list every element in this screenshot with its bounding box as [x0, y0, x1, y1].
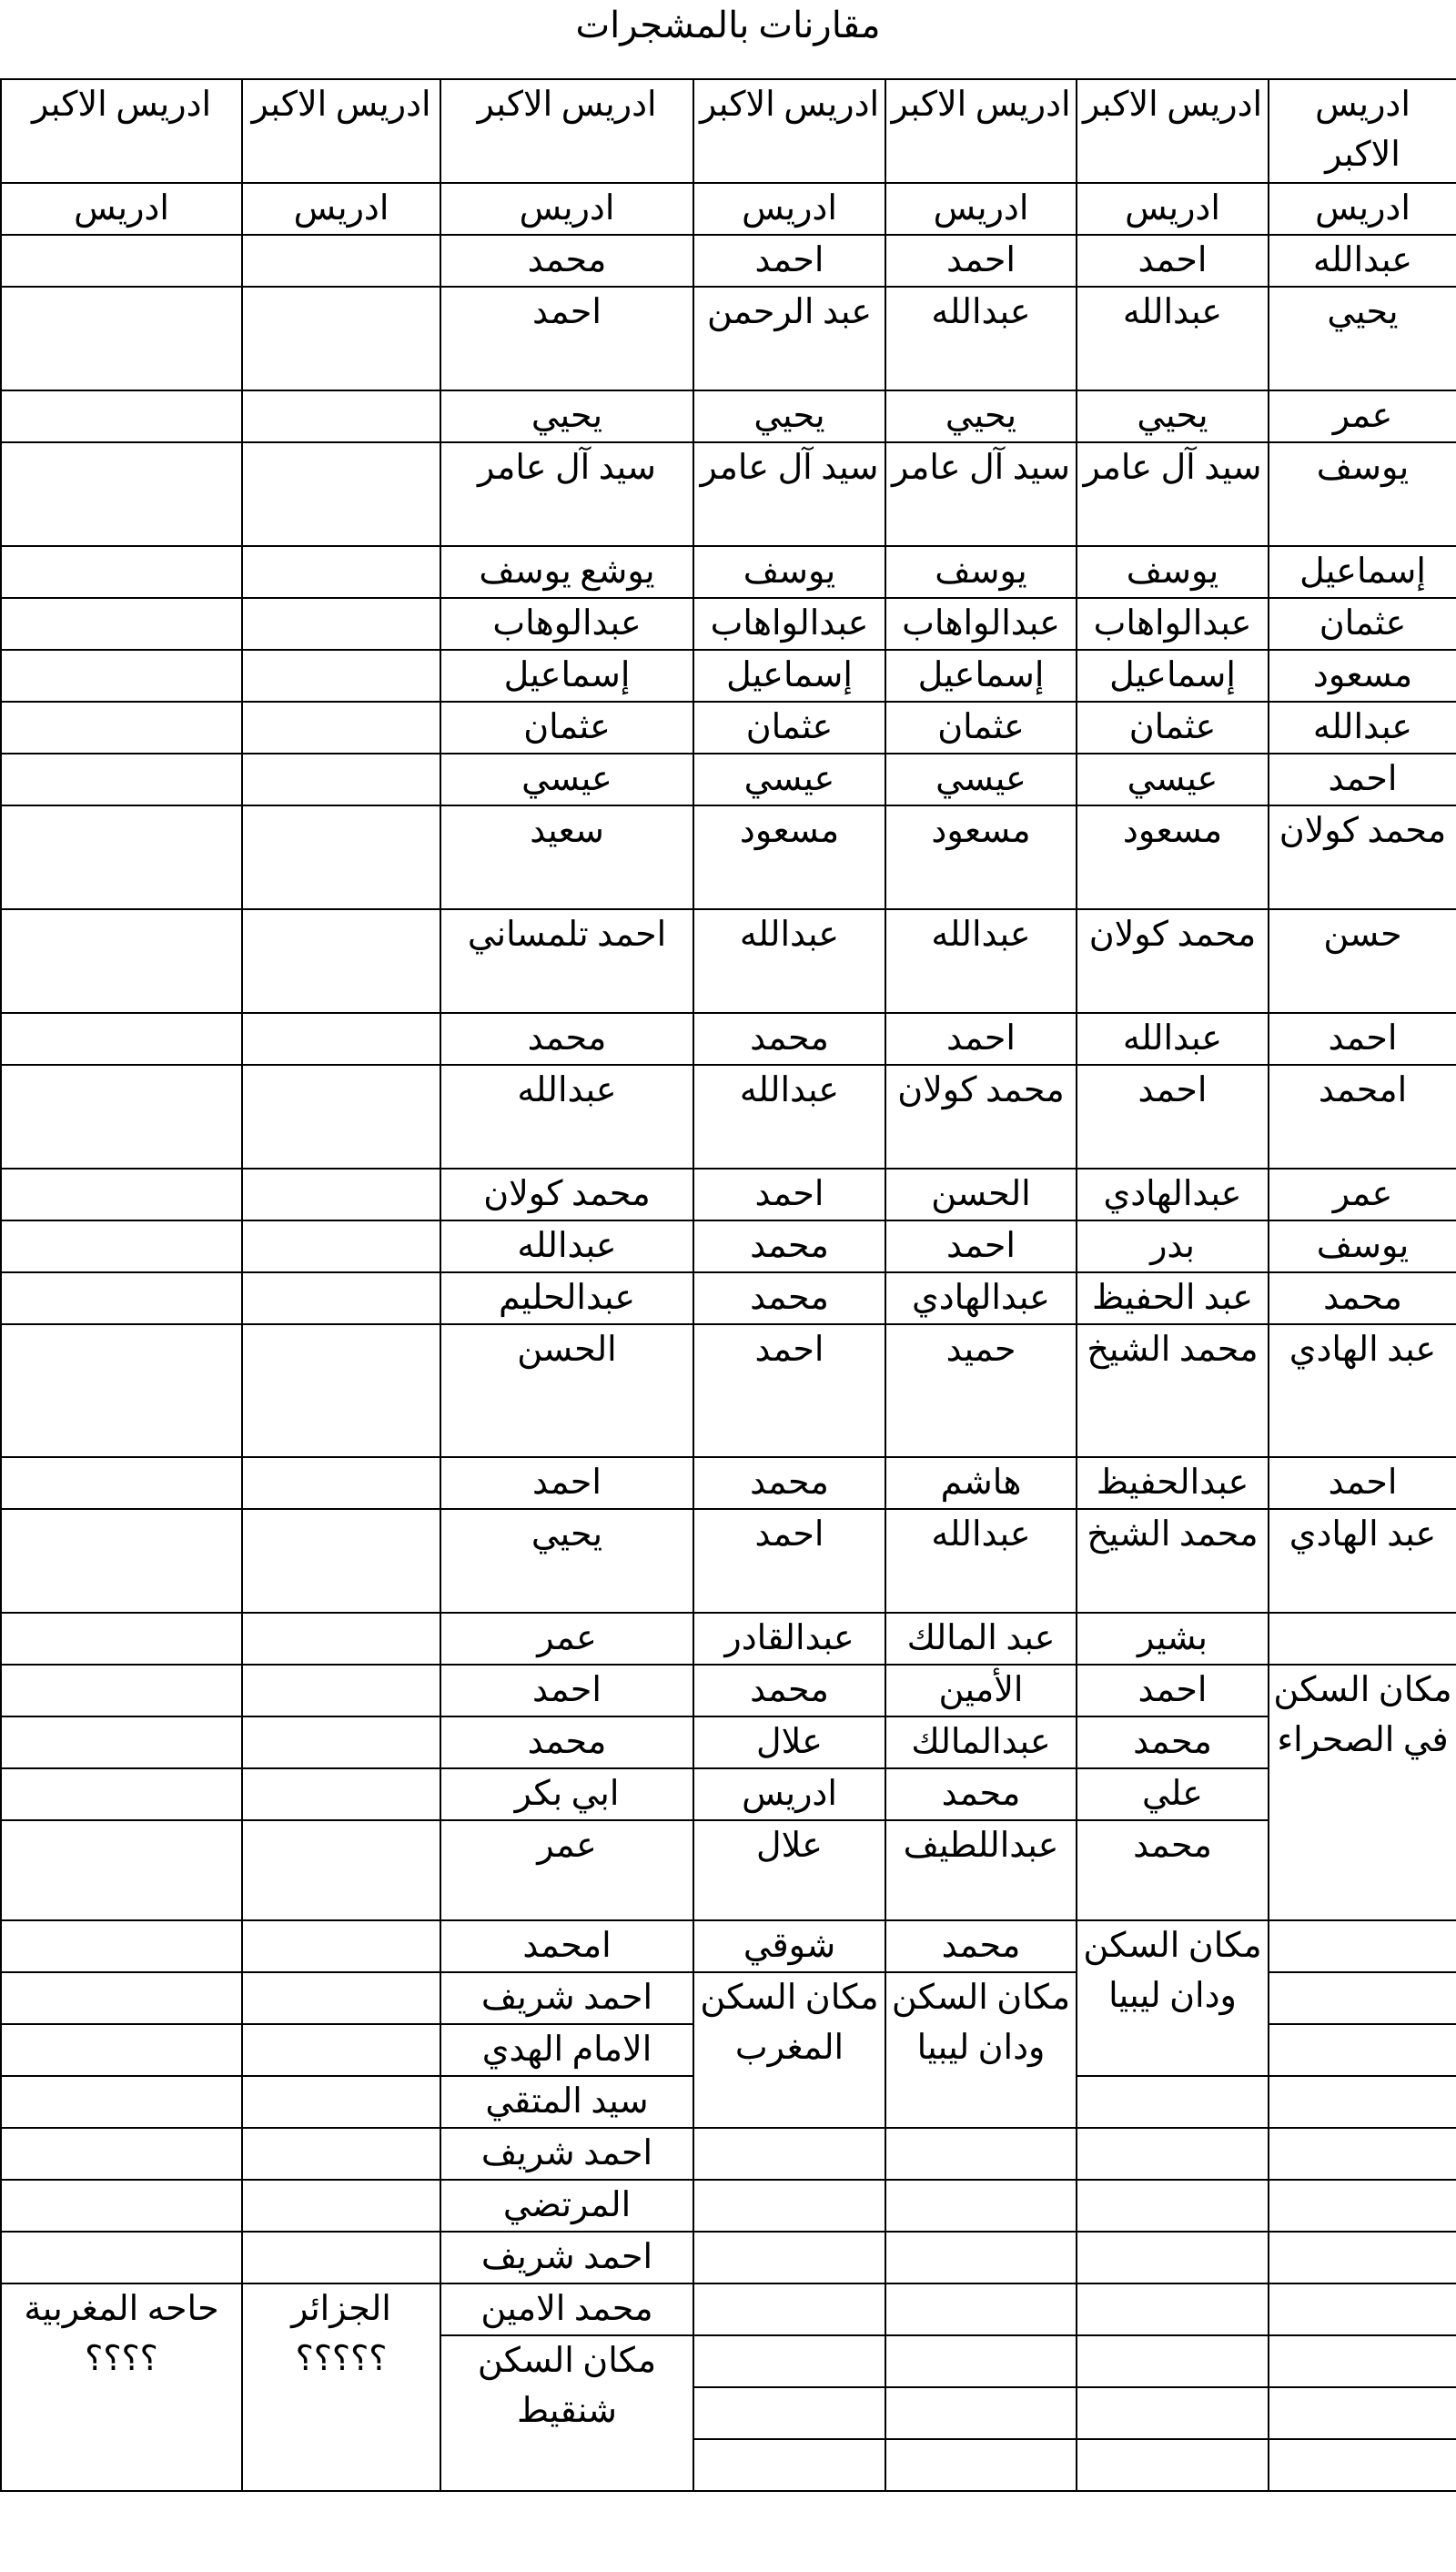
table-cell — [1, 1509, 242, 1613]
table-cell: ادريس — [1269, 183, 1456, 235]
table-cell: احمد شريف — [440, 2232, 693, 2283]
table-cell: ادريس الاكبر — [693, 79, 885, 183]
page-title: مقارنات بالمشجرات — [575, 5, 881, 46]
table-cell: محمد — [693, 1665, 885, 1716]
table-cell: عبدالقادر — [693, 1613, 885, 1665]
table-cell: محمد — [693, 1272, 885, 1324]
table-cell: عبدالله — [885, 909, 1077, 1013]
table-cell: محمد — [440, 235, 693, 287]
table-row — [1, 1065, 1456, 1169]
table-cell: عبدالمالك — [885, 1716, 1077, 1768]
table-cell — [1, 2024, 242, 2076]
table-cell — [1077, 2335, 1269, 2387]
table-cell: مكان السكن شنقيط — [440, 2335, 693, 2491]
table-cell: احمد شريف — [440, 2128, 693, 2180]
table-cell — [1, 1013, 242, 1065]
table-cell: حاحه المغربية ؟؟؟؟ — [1, 2283, 242, 2491]
table-cell: عيسي — [1077, 754, 1269, 805]
comparison-table — [0, 78, 1456, 2492]
table-cell — [1, 1768, 242, 1820]
table-cell: حميد — [885, 1324, 1077, 1457]
table-row — [1, 1272, 1456, 1324]
table-cell — [1269, 1920, 1456, 1972]
table-row — [1, 754, 1456, 805]
table-cell: يوشع يوسف — [440, 546, 693, 598]
table-row — [1, 1820, 1456, 1920]
table-cell: مكان السكن المغرب — [693, 1972, 885, 2128]
table-cell — [1, 1220, 242, 1272]
table-cell: ادريس الاكبر — [242, 79, 440, 183]
table-cell: محمد — [440, 1013, 693, 1065]
table-cell: عبد المالك — [885, 1613, 1077, 1665]
table-cell — [242, 2076, 440, 2128]
table-cell: محمد الشيخ — [1077, 1324, 1269, 1457]
table-cell — [1, 1665, 242, 1716]
table-cell — [1077, 2076, 1269, 2128]
table-cell — [885, 2283, 1077, 2335]
table-cell — [1, 2076, 242, 2128]
table-cell — [242, 1972, 440, 2024]
table-cell — [885, 2387, 1077, 2439]
table-cell — [1, 1457, 242, 1509]
table-cell — [242, 287, 440, 390]
table-cell — [1269, 2024, 1456, 2076]
table-cell — [1269, 2180, 1456, 2232]
table-cell: يحيي — [440, 1509, 693, 1613]
table-cell — [242, 1509, 440, 1613]
table-row — [1, 1665, 1456, 1716]
table-cell — [242, 2128, 440, 2180]
table-cell — [1, 1716, 242, 1768]
table-cell: إسماعيل — [885, 650, 1077, 702]
table-cell: احمد — [440, 1457, 693, 1509]
table-row — [1, 650, 1456, 702]
table-cell — [1, 1972, 242, 2024]
table-cell — [885, 2180, 1077, 2232]
table-cell — [242, 1920, 440, 1972]
table-row — [1, 805, 1456, 909]
table-cell: مكان السكن ودان ليبيا — [885, 1972, 1077, 2128]
table-cell: احمد — [1269, 1013, 1456, 1065]
table-cell: إسماعيل — [1269, 546, 1456, 598]
table-row — [1, 2232, 1456, 2283]
table-cell — [242, 1324, 440, 1457]
table-cell: عبدالوهاب — [440, 598, 693, 650]
table-cell: محمد — [1269, 1272, 1456, 1324]
table-cell: الجزائر ؟؟؟؟؟ — [242, 2283, 440, 2491]
table-cell: عبدالله — [1269, 702, 1456, 754]
table-cell — [1, 1920, 242, 1972]
table-row — [1, 1324, 1456, 1457]
table-row — [1, 1169, 1456, 1220]
table-cell: احمد — [1269, 754, 1456, 805]
table-cell: احمد — [693, 1324, 885, 1457]
table-cell: عمر — [440, 1820, 693, 1920]
table-row — [1, 546, 1456, 598]
table-cell: بدر — [1077, 1220, 1269, 1272]
table-cell: حسن — [1269, 909, 1456, 1013]
table-cell: عبد الهادي — [1269, 1509, 1456, 1613]
table-cell: مسعود — [885, 805, 1077, 909]
table-cell: محمد الامين — [440, 2283, 693, 2335]
table-cell: عيسي — [693, 754, 885, 805]
table-cell: يحيي — [1269, 287, 1456, 390]
table-cell — [885, 2128, 1077, 2180]
table-cell: يحيي — [885, 390, 1077, 442]
table-cell: عيسي — [440, 754, 693, 805]
table-cell — [242, 1820, 440, 1920]
table-row — [1, 1613, 1456, 1665]
table-cell — [693, 2232, 885, 2283]
table-cell — [242, 2024, 440, 2076]
table-cell: عبدالله — [1269, 235, 1456, 287]
table-cell: ادريس الاكبر — [885, 79, 1077, 183]
table-cell: محمد كولان — [1269, 805, 1456, 909]
table-cell: عبدالواهاب — [885, 598, 1077, 650]
table-cell — [693, 2283, 885, 2335]
table-cell: ادريس — [242, 183, 440, 235]
table-cell: يوسف — [885, 546, 1077, 598]
table-cell — [1, 1272, 242, 1324]
table-cell: عبدالحفيظ — [1077, 1457, 1269, 1509]
table-cell: محمد — [693, 1457, 885, 1509]
table-cell: مسعود — [1269, 650, 1456, 702]
table-cell: يوسف — [1269, 442, 1456, 546]
table-cell: ادريس الاكبر — [1, 79, 242, 183]
table-cell — [242, 754, 440, 805]
table-cell — [693, 2128, 885, 2180]
table-cell — [242, 702, 440, 754]
table-cell — [885, 2232, 1077, 2283]
table-cell: احمد — [693, 235, 885, 287]
table-cell — [693, 2180, 885, 2232]
table-row — [1, 287, 1456, 390]
table-cell — [1, 2180, 242, 2232]
table-cell: عمر — [440, 1613, 693, 1665]
table-cell — [242, 390, 440, 442]
table-cell — [1269, 2335, 1456, 2387]
table-row — [1, 235, 1456, 287]
table-cell: عبدالله — [693, 1065, 885, 1169]
table-cell — [1, 1820, 242, 1920]
table-cell: محمد — [1077, 1820, 1269, 1920]
table-row — [1, 702, 1456, 754]
table-cell: محمد — [1077, 1716, 1269, 1768]
table-row — [1, 2128, 1456, 2180]
table-cell — [1, 2128, 242, 2180]
table-cell: سيد آل عامر — [1077, 442, 1269, 546]
table-cell: يوسف — [1269, 1220, 1456, 1272]
table-cell: علال — [693, 1820, 885, 1920]
table-cell — [1077, 2439, 1269, 2491]
table-cell — [242, 1272, 440, 1324]
table-cell: الحسن — [885, 1169, 1077, 1220]
table-cell: احمد — [885, 235, 1077, 287]
table-row — [1, 1716, 1456, 1768]
table-cell: احمد تلمساني — [440, 909, 693, 1013]
table-cell: عمر — [1269, 390, 1456, 442]
table-cell — [1, 650, 242, 702]
table-cell: عبدالله — [693, 909, 885, 1013]
table-cell — [242, 546, 440, 598]
table-cell — [242, 2232, 440, 2283]
table-cell: ادريس الاكبر — [1077, 79, 1269, 183]
table-cell: ادريس — [693, 1768, 885, 1820]
table-cell: الأمين — [885, 1665, 1077, 1716]
table-cell: يوسف — [693, 546, 885, 598]
table-cell — [1077, 2128, 1269, 2180]
table-cell — [1, 1169, 242, 1220]
table-cell: احمد — [693, 1169, 885, 1220]
table-cell: ادريس — [885, 183, 1077, 235]
table-cell — [1269, 2232, 1456, 2283]
table-cell: محمد — [693, 1220, 885, 1272]
table-cell: عثمان — [885, 702, 1077, 754]
table-row — [1, 1920, 1456, 1972]
table-cell — [242, 805, 440, 909]
table-cell — [1269, 2387, 1456, 2439]
table-cell: مكان السكن ودان ليبيا — [1077, 1920, 1269, 2076]
table-cell: إسماعيل — [693, 650, 885, 702]
table-cell: احمد — [1269, 1457, 1456, 1509]
table-cell: محمد — [885, 1920, 1077, 1972]
table-cell: سيد آل عامر — [693, 442, 885, 546]
table-cell: امحمد — [1269, 1065, 1456, 1169]
table-cell: عبدالله — [1077, 1013, 1269, 1065]
table-cell — [242, 1065, 440, 1169]
table-cell: احمد — [440, 287, 693, 390]
table-cell: يوسف — [1077, 546, 1269, 598]
table-cell: مسعود — [693, 805, 885, 909]
table-cell — [1, 442, 242, 546]
table-cell — [1, 805, 242, 909]
table-cell: عبدالله — [440, 1220, 693, 1272]
table-cell: عبدالحليم — [440, 1272, 693, 1324]
table-cell: بشير — [1077, 1613, 1269, 1665]
table-cell — [693, 2439, 885, 2491]
table-cell — [242, 1457, 440, 1509]
table-row — [1, 183, 1456, 235]
table-cell — [242, 1013, 440, 1065]
table-cell: عبد الرحمن — [693, 287, 885, 390]
table-cell — [1, 1065, 242, 1169]
table-row — [1, 1768, 1456, 1820]
table-cell: محمد كولان — [440, 1169, 693, 1220]
table-row — [1, 909, 1456, 1013]
table-cell: ادريس الاكبر — [440, 79, 693, 183]
table-row — [1, 1220, 1456, 1272]
table-cell — [1, 702, 242, 754]
table-cell: عبدالله — [885, 287, 1077, 390]
table-cell: مسعود — [1077, 805, 1269, 909]
table-cell — [1077, 2232, 1269, 2283]
table-cell: سيد آل عامر — [885, 442, 1077, 546]
table-cell: علي — [1077, 1768, 1269, 1820]
table-row — [1, 79, 1456, 183]
table-cell: يحيي — [440, 390, 693, 442]
table-row — [1, 1013, 1456, 1065]
table-cell — [1, 287, 242, 390]
table-cell: مكان السكن في الصحراء — [1269, 1665, 1456, 1920]
table-cell: عبدالهادي — [1077, 1169, 1269, 1220]
table-row — [1, 442, 1456, 546]
table-cell: شوقي — [693, 1920, 885, 1972]
table-cell: هاشم — [885, 1457, 1077, 1509]
table-row — [1, 2180, 1456, 2232]
table-cell: علال — [693, 1716, 885, 1768]
table-cell — [242, 1665, 440, 1716]
table-cell: عبدالله — [440, 1065, 693, 1169]
table-cell — [242, 909, 440, 1013]
table-cell: إسماعيل — [440, 650, 693, 702]
table-cell: محمد — [440, 1716, 693, 1768]
table-cell: يحيي — [1077, 390, 1269, 442]
table-cell — [693, 2387, 885, 2439]
table-cell — [242, 1768, 440, 1820]
table-cell: عبدالواهاب — [693, 598, 885, 650]
table-cell — [1269, 1613, 1456, 1665]
table-cell: ادريس — [693, 183, 885, 235]
table-cell — [242, 442, 440, 546]
table-cell: سيد آل عامر — [440, 442, 693, 546]
table-cell: يحيي — [693, 390, 885, 442]
table-cell: عبد الهادي — [1269, 1324, 1456, 1457]
table-cell — [1269, 1972, 1456, 2024]
table-cell: إسماعيل — [1077, 650, 1269, 702]
table-cell: ابي بكر — [440, 1768, 693, 1820]
table-cell — [1, 1613, 242, 1665]
table-cell: المرتضي — [440, 2180, 693, 2232]
table-cell: احمد — [885, 1013, 1077, 1065]
table-cell — [1269, 2283, 1456, 2335]
table-cell: محمد — [693, 1013, 885, 1065]
table-cell — [1, 546, 242, 598]
table-cell — [1, 235, 242, 287]
table-cell: ادريس — [1, 183, 242, 235]
table-cell — [242, 598, 440, 650]
table-cell: عيسي — [885, 754, 1077, 805]
table-cell — [1, 754, 242, 805]
table-cell: احمد — [1077, 1665, 1269, 1716]
table-cell: عمر — [1269, 1169, 1456, 1220]
table-cell: سيد المتقي — [440, 2076, 693, 2128]
table-cell: محمد كولان — [1077, 909, 1269, 1013]
table-cell: احمد — [440, 1665, 693, 1716]
table-cell: عبدالهادي — [885, 1272, 1077, 1324]
table-cell — [1, 2232, 242, 2283]
table-cell: الحسن — [440, 1324, 693, 1457]
table-cell — [1, 598, 242, 650]
table-cell: عبد الحفيظ — [1077, 1272, 1269, 1324]
table-cell: ادريس — [1077, 183, 1269, 235]
table-cell: احمد شريف — [440, 1972, 693, 2024]
table-cell: امحمد — [440, 1920, 693, 1972]
table-cell — [242, 1613, 440, 1665]
table-cell — [1, 1324, 242, 1457]
table-cell — [693, 2335, 885, 2387]
table-cell: احمد — [885, 1220, 1077, 1272]
table-cell: محمد كولان — [885, 1065, 1077, 1169]
table-cell — [1269, 2439, 1456, 2491]
table-cell: عثمان — [1269, 598, 1456, 650]
table-cell: سعيد — [440, 805, 693, 909]
table-cell — [1269, 2128, 1456, 2180]
table-cell: عبدالله — [885, 1509, 1077, 1613]
table-cell — [242, 1220, 440, 1272]
table-cell: احمد — [1077, 235, 1269, 287]
table-cell: محمد الشيخ — [1077, 1509, 1269, 1613]
table-cell: محمد — [885, 1768, 1077, 1820]
table-cell: عبدالواهاب — [1077, 598, 1269, 650]
table-cell — [885, 2335, 1077, 2387]
table-cell: عثمان — [693, 702, 885, 754]
table-cell: احمد — [1077, 1065, 1269, 1169]
table-row — [1, 598, 1456, 650]
table-cell: عثمان — [1077, 702, 1269, 754]
table-cell: ادريس — [440, 183, 693, 235]
table-cell — [1077, 2283, 1269, 2335]
table-cell — [242, 1169, 440, 1220]
table-cell: ادريس الاكبر — [1269, 79, 1456, 183]
table-cell: عثمان — [440, 702, 693, 754]
table-cell — [1077, 2180, 1269, 2232]
table-row — [1, 1509, 1456, 1613]
table-cell — [242, 1716, 440, 1768]
table-cell: احمد — [693, 1509, 885, 1613]
table-cell — [242, 2180, 440, 2232]
table-cell — [1, 909, 242, 1013]
table-cell — [885, 2439, 1077, 2491]
table-cell — [1077, 2387, 1269, 2439]
table-cell — [1, 390, 242, 442]
table-cell: عبدالله — [1077, 287, 1269, 390]
table-cell — [242, 650, 440, 702]
table-row — [1, 1457, 1456, 1509]
table-cell: الامام الهدي — [440, 2024, 693, 2076]
table-cell — [1269, 2076, 1456, 2128]
table-cell — [242, 235, 440, 287]
table-cell: عبداللطيف — [885, 1820, 1077, 1920]
table-row — [1, 390, 1456, 442]
table-row — [1, 2283, 1456, 2335]
